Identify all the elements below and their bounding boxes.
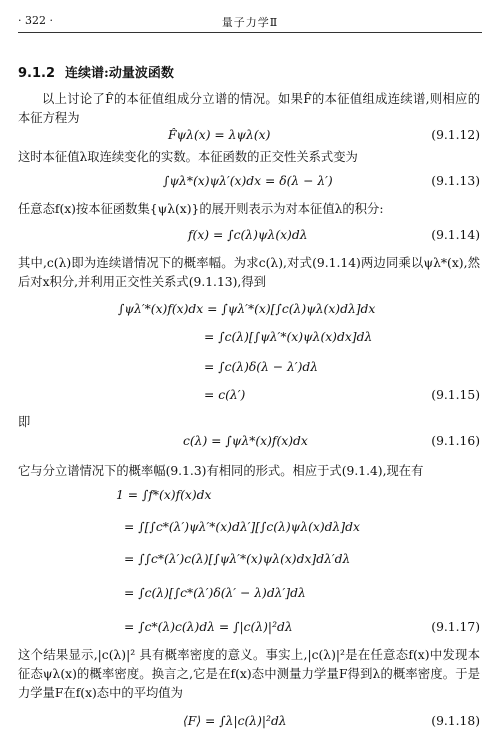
equation-9-1-16 [18,434,480,452]
equation-line: = ∫c(λ)δ(λ − λ′)dλ [204,360,319,374]
section-number: 9.1.2 [18,66,56,81]
paragraph-probability-density: 这个结果显示,|c(λ)|² 具有概率密度的意义。事实上,|c(λ)|²是在任意态f(x)中发现本征态ψλ(x)的概率密度。换言之,它是在f(x)态中测量力学量F得到λ的概率密度。于是力学量F在f(x)态中的平均值为 [18,648,480,700]
paragraph-intro: 以上讨论了F̂的本征值组成分立谱的情况。如果F̂的本征值组成连续谱,则相应的本征方程为 [18,92,480,125]
page-header [18,12,482,33]
section-heading [18,62,174,81]
paragraph-orthogonality: 这时本征值λ取连续变化的实数。本征函数的正交性关系式变为 [18,150,358,164]
equation-number: (9.1.12) [431,128,480,142]
equation-line: = ∫c(λ)[∫c*(λ′)δ(λ′ − λ)dλ′]dλ [124,586,306,600]
equation-9-1-17 [18,488,480,638]
page-number: · 322 · [18,14,53,27]
equation-number: (9.1.13) [431,174,480,188]
running-title: 量子力学Ⅱ [221,16,279,29]
equation-expression: ⟨F⟩ = ∫λ|c(λ)|²dλ [183,714,287,728]
equation-line: ∫ψλ′*(x)f(x)dx = ∫ψλ′*(x)[∫c(λ)ψλ(x)dλ]dx [118,302,376,316]
equation-9-1-15 [18,302,480,412]
equation-line: 1 = ∫f*(x)f(x)dx [116,488,212,502]
equation-line: = ∫c*(λ)c(λ)dλ = ∫|c(λ)|²dλ [124,620,293,634]
equation-9-1-14 [18,228,480,246]
equation-9-1-18 [18,714,480,732]
equation-9-1-13 [18,174,480,192]
paragraph-derivation: 其中,c(λ)即为连续谱情况下的概率幅。为求c(λ),对式(9.1.14)两边同乘以ψλ*(x),然后对x积分,并利用正交性关系式(9.1.13),得到 [18,256,480,289]
paragraph-expansion: 任意态f(x)按本征函数集{ψλ(x)}的展开则表示为对本征值λ的积分: [18,202,384,216]
section-title: 连续谱:动量波函数 [65,66,174,81]
equation-expression: f(x) = ∫c(λ)ψλ(x)dλ [188,228,308,242]
equation-line: = c(λ′) [204,388,246,402]
equation-number: (9.1.18) [431,714,480,728]
paragraph-namely: 即 [18,415,31,429]
equation-9-1-12 [18,128,480,146]
equation-line: = ∫∫c*(λ′)c(λ)[∫ψλ′*(x)ψλ(x)dx]dλ′dλ [124,552,351,566]
equation-line: = ∫c(λ)[∫ψλ′*(x)ψλ(x)dx]dλ [204,330,373,344]
equation-expression: ∫ψλ*(x)ψλ′(x)dx = δ(λ − λ′) [163,174,333,188]
equation-number: (9.1.15) [431,388,480,402]
paragraph-same-form: 它与分立谱情况下的概率幅(9.1.3)有相同的形式。相应于式(9.1.4),现在有 [18,464,424,478]
equation-expression: c(λ) = ∫ψλ*(x)f(x)dx [183,434,308,448]
equation-line: = ∫[∫c*(λ′)ψλ′*(x)dλ′][∫c(λ)ψλ(x)dλ]dx [124,520,360,534]
equation-number: (9.1.16) [431,434,480,448]
equation-number: (9.1.14) [431,228,480,242]
equation-expression: F̂ψλ(x) = λψλ(x) [168,128,271,142]
equation-number: (9.1.17) [431,620,480,634]
